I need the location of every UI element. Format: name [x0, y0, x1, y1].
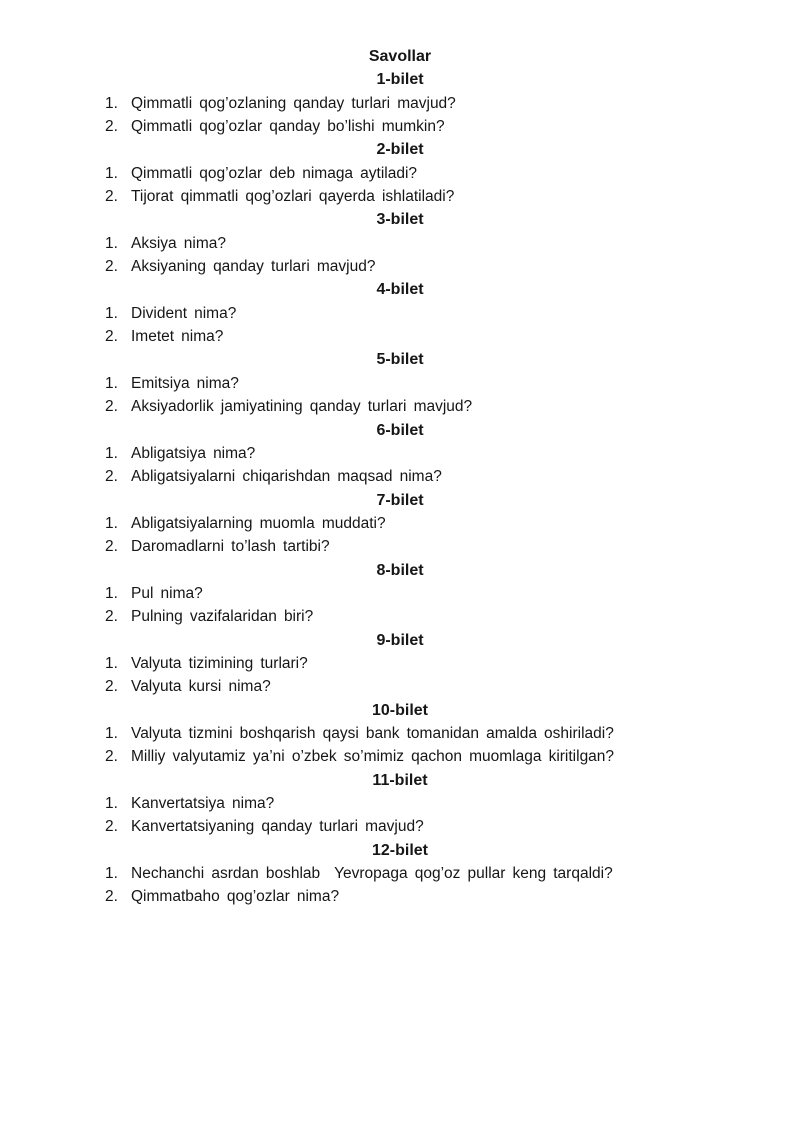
question-text: Aksiya nima?: [131, 234, 226, 252]
bilet-header: 2-bilet: [376, 141, 424, 159]
bilet-header: 6-bilet: [376, 421, 424, 439]
question-item: [105, 512, 695, 535]
question-text: Kanvertatsiyaning qanday turlari mavjud?: [131, 818, 424, 836]
question-text: Daromadlarni to’lash tartibi?: [131, 538, 330, 556]
bilet-header: 3-bilet: [376, 211, 424, 229]
bilet-header: 10-bilet: [371, 701, 428, 719]
question-list: [105, 652, 695, 699]
question-number: 1.: [105, 514, 118, 532]
bilet-list: [105, 68, 695, 908]
question-number: 2.: [105, 328, 118, 346]
question-list: [105, 232, 695, 279]
question-item: [105, 325, 695, 348]
question-item: [105, 535, 695, 558]
bilet-header: 9-bilet: [376, 631, 424, 649]
question-number: 2.: [105, 398, 118, 416]
question-text: Pul nima?: [131, 584, 203, 602]
question-item: [105, 745, 695, 768]
question-number: 1.: [105, 584, 118, 602]
question-text: Valyuta kursi nima?: [131, 678, 271, 696]
question-number: 2.: [105, 118, 118, 136]
question-number: 2.: [105, 678, 118, 696]
bilet-section: [105, 489, 695, 559]
question-number: 1.: [105, 94, 118, 112]
bilet-header: 5-bilet: [376, 351, 424, 369]
bilet-section: [105, 839, 695, 909]
bilet-header: 12-bilet: [371, 841, 428, 859]
bilet-header: 4-bilet: [376, 281, 424, 299]
question-text: Divident nima?: [131, 304, 237, 322]
question-item: [105, 372, 695, 395]
question-item: [105, 465, 695, 488]
question-text: Abligatsiyalarning muomla muddati?: [131, 514, 386, 532]
question-item: [105, 302, 695, 325]
question-text: Kanvertatsiya nima?: [131, 795, 275, 812]
question-number: 1.: [105, 654, 118, 672]
question-item: [105, 605, 695, 628]
bilet-section: [105, 559, 695, 629]
question-text: Emitsiya nima?: [131, 374, 239, 392]
bilet-section: [105, 68, 695, 138]
question-item: [105, 255, 695, 278]
bilet-section: [105, 629, 695, 699]
question-number: 2.: [105, 818, 118, 836]
question-number: 1.: [105, 444, 118, 462]
question-number: 2.: [105, 468, 118, 486]
question-item: [105, 185, 695, 208]
question-text: Imetet nima?: [131, 328, 224, 346]
question-item: [105, 232, 695, 255]
question-number: 2.: [105, 888, 118, 906]
question-item: [105, 92, 695, 115]
question-text: Valyuta tizmini boshqarish qaysi bank tomanidan amalda oshiriladi?: [131, 724, 614, 742]
bilet-header: 11-bilet: [372, 771, 428, 789]
question-list: [105, 512, 695, 559]
question-text: Nechanchi asrdan boshlab Yevropaga qog’oz pullar keng tarqaldi?: [131, 865, 613, 883]
question-text: Qimmatli qog’ozlaning qanday turlari mavjud?: [131, 94, 456, 112]
bilet-header: 1-bilet: [376, 71, 424, 89]
question-text: Tijorat qimmatli qog’ozlari qayerda ishlatiladi?: [131, 188, 455, 206]
document-title: Savollar: [368, 48, 432, 65]
question-text: Milliy valyutamiz ya’ni o’zbek so’mimiz qachon muomlaga kiritilgan?: [131, 748, 615, 766]
question-item: [105, 885, 695, 908]
question-item: [105, 162, 695, 185]
question-list: [105, 582, 695, 629]
bilet-section: [105, 699, 695, 769]
question-text: Abligatsiyalarni chiqarishdan maqsad nima?: [131, 468, 442, 486]
question-number: 1.: [105, 234, 118, 252]
question-item: [105, 115, 695, 138]
bilet-section: [105, 769, 695, 839]
question-number: 1.: [105, 374, 118, 392]
question-text: Qimmatli qog’ozlar qanday bo’lishi mumkin?: [131, 118, 445, 136]
question-item: [105, 675, 695, 698]
question-number: 1.: [105, 164, 118, 182]
question-number: 1.: [105, 865, 118, 883]
bilet-section: [105, 138, 695, 208]
bilet-section: [105, 278, 695, 348]
question-number: 2.: [105, 748, 118, 766]
question-list: [105, 92, 695, 139]
question-number: 1.: [105, 724, 118, 742]
question-text: Aksiyaning qanday turlari mavjud?: [131, 258, 376, 276]
question-text: Qimmatli qog’ozlar deb nimaga aytiladi?: [131, 164, 418, 182]
question-number: 2.: [105, 188, 118, 206]
question-number: 1.: [105, 795, 118, 812]
question-number: 1.: [105, 304, 118, 322]
question-number: 2.: [105, 538, 118, 556]
question-item: [105, 582, 695, 605]
bilet-header: 8-bilet: [376, 561, 424, 579]
question-number: 2.: [105, 258, 118, 276]
question-text: Valyuta tizimining turlari?: [131, 654, 308, 672]
question-list: [105, 862, 695, 909]
question-text: Qimmatbaho qog’ozlar nima?: [131, 888, 340, 906]
question-text: Abligatsiya nima?: [131, 444, 256, 462]
question-list: [105, 372, 695, 419]
bilet-header: 7-bilet: [376, 491, 424, 509]
question-item: [105, 442, 695, 465]
question-item: [105, 395, 695, 418]
question-number: 2.: [105, 608, 118, 626]
question-text: Aksiyadorlik jamiyatining qanday turlari mavjud?: [131, 398, 473, 416]
question-item: [105, 722, 695, 745]
question-list: [105, 792, 695, 839]
question-item: [105, 792, 695, 815]
question-item: [105, 815, 695, 838]
question-text: Pulning vazifalaridan biri?: [131, 608, 314, 626]
bilet-section: [105, 208, 695, 278]
question-list: [105, 442, 695, 489]
bilet-section: [105, 348, 695, 418]
question-item: [105, 652, 695, 675]
question-list: [105, 162, 695, 209]
question-list: [105, 302, 695, 349]
question-list: [105, 722, 695, 769]
bilet-section: [105, 419, 695, 489]
question-item: [105, 862, 695, 885]
